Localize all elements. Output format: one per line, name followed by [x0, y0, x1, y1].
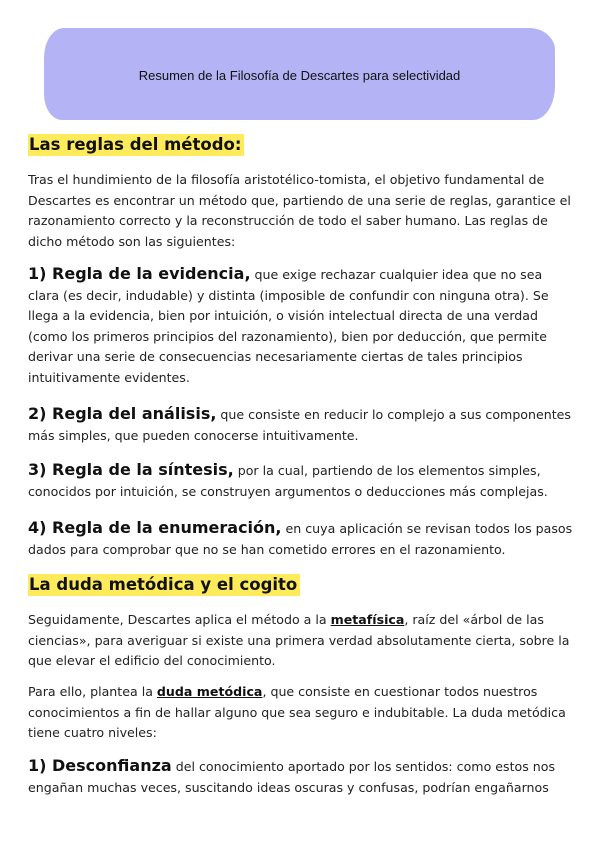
section-heading-doubt [28, 574, 576, 596]
rule-title: 1) Regla de la evidencia, [28, 264, 251, 283]
level-text: del conocimiento aportado por los sentidos: como estos nos engañan muchas veces, suscitando ideas oscuras y confusas, podrían engañarnos [28, 759, 556, 795]
paragraph-text: Para ello, plantea la [28, 684, 157, 699]
section-heading-rules [28, 134, 576, 156]
heading-text: Las reglas del método: [28, 134, 244, 156]
term-metafisica: metafísica [330, 612, 405, 627]
paragraph-text: , que consiste en cuestionar todos nuestros conocimientos a fin de hallar alguno que sea seguro e indubitable. La duda metódica tiene cuatro niveles: [28, 684, 566, 741]
rule-text: por la cual, partiendo de los elementos simples, conocidos por intuición, se construyen argumentos o deducciones más complejas. [28, 463, 548, 499]
rule-title: 4) Regla de la enumeración, [28, 518, 282, 537]
intro-paragraph [28, 170, 576, 252]
rule-text: que consiste en reducir lo complejo a sus componentes más simples, que pueden conocerse intuitivamente. [28, 407, 571, 443]
rule-synthesis [28, 460, 576, 502]
rule-analysis [28, 404, 576, 446]
rule-text: en cuya aplicación se revisan todos los pasos dados para comprobar que no se han cometido errores en el razonamiento. [28, 521, 573, 557]
doubt-level-1 [28, 756, 576, 798]
intro-text: Tras el hundimiento de la filosofía aristotélico-tomista, el objetivo fundamental de Descartes es encontrar un método que, partiendo de una serie de reglas, garantice el razonamiento correcto y la reconstrucción de todo el saber humano. Las reglas de dicho método son las siguientes: [28, 172, 571, 249]
doubt-paragraph [28, 682, 576, 744]
rule-title: 2) Regla del análisis, [28, 404, 217, 423]
rule-enumeration [28, 518, 576, 560]
document-title: Resumen de la Filosofía de Descartes para selectividad [138, 68, 461, 83]
level-title: 1) Desconfianza [28, 756, 172, 775]
term-duda-metodica: duda metódica [156, 684, 263, 699]
paragraph-text: , raíz del «árbol de las ciencias», para averiguar si existe una primera verdad absolutamente cierta, sobre la que elevar el edificio del conocimiento. [28, 612, 570, 669]
rule-evidence [28, 264, 576, 389]
metaphysics-paragraph [28, 610, 576, 672]
heading-text: La duda metódica y el cogito [28, 574, 300, 596]
rule-text: que exige rechazar cualquier idea que no sea clara (es decir, indudable) y distinta (imposible de confundir con ninguna otra). Se llega a la evidencia, bien por intuición, o visión intelectual directa de una verdad (como los primeros principios del razonamiento), bien por deducción, que permite derivar una serie de consecuencias necesariamente ciertas de tales principios intuitivamente evidentes. [28, 267, 549, 385]
rule-title: 3) Regla de la síntesis, [28, 460, 234, 479]
paragraph-text: Seguidamente, Descartes aplica el método a la [28, 612, 331, 627]
